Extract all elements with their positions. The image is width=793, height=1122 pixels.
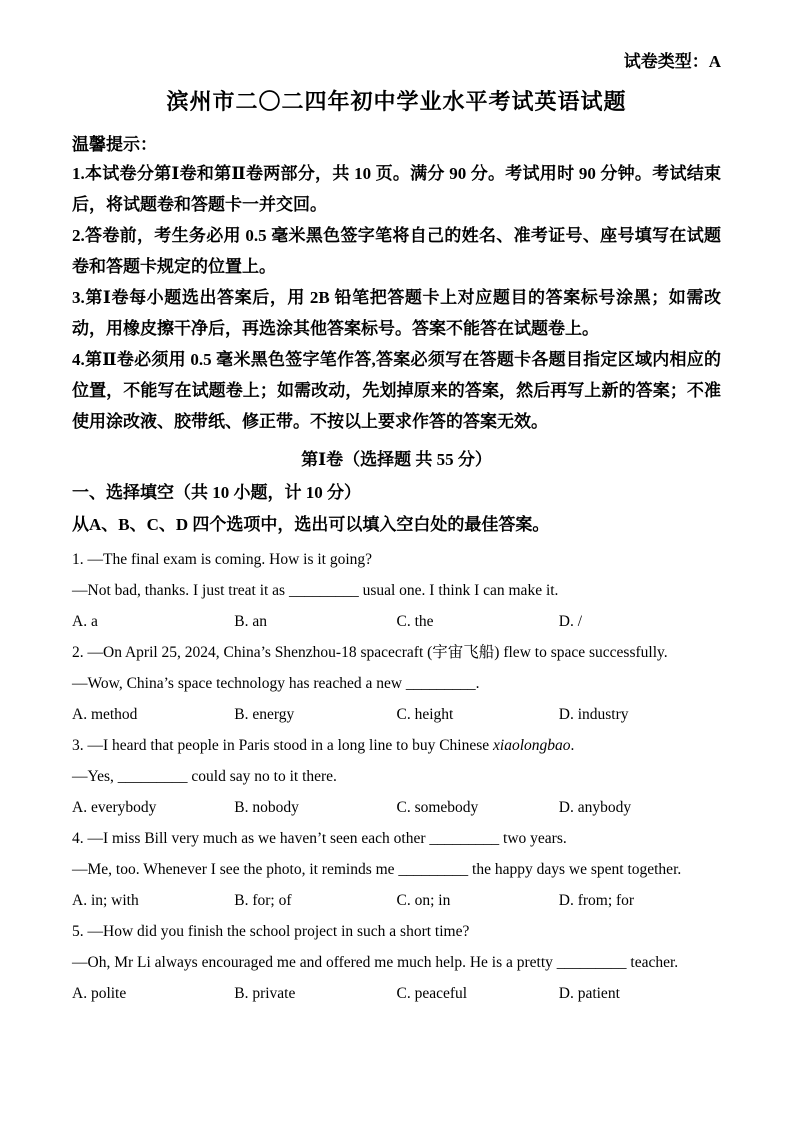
question-3-stem [72,730,721,761]
question-5-option-b: B. private [234,985,296,1002]
question-4-stem: 4. —I miss Bill very much as we haven’t seen each other _________ two years. [72,830,567,847]
question-1-option-b: B. an [234,613,267,630]
question-3-stem-text: 3. —I heard that people in Paris stood in a long line to buy Chinese [72,737,494,754]
question-3 [72,730,721,823]
question-4-option-d: D. from; for [558,892,635,909]
question-2-option-b: B. energy [234,706,295,723]
question-1-option-d: D. / [558,613,582,630]
question-1-option-a: A. a [72,613,98,630]
question-1-option-c: C. the [396,613,434,630]
question-5-option-c: C. peaceful [396,985,468,1002]
question-2-option-c: C. height [396,706,454,723]
notice-item-3: 3.第Ⅰ卷每小题选出答案后，用 2B 铅笔把答题卡上对应题目的答案标号涂黑；如需改动，用橡皮擦干净后，再选涂其他答案标号。答案不能答在试题卷上。 [72,288,721,338]
notice-heading: 温馨提示： [72,135,157,154]
question-4-option-c: C. on; in [396,892,451,909]
question-3-reply: —Yes, _________ could say no to it there. [72,768,337,785]
question-4-reply: —Me, too. Whenever I see the photo, it reminds me _________ the happy days we spent together. [72,861,682,878]
question-4 [72,823,721,916]
question-list [72,544,721,1009]
section1-title: 一、选择填空（共 10 小题，计 10 分） [72,483,361,502]
section1-instruction: 从A、B、C、D 四个选项中，选出可以填入空白处的最佳答案。 [72,515,550,534]
question-5-options [72,978,721,1009]
question-3-stem-italic-word: xiaolongbao [493,737,571,754]
question-1-reply: —Not bad, thanks. I just treat it as _________ usual one. I think I can make it. [72,582,559,599]
question-2-option-d: D. industry [558,706,629,723]
question-3-option-c: C. somebody [396,799,479,816]
question-3-option-b: B. nobody [234,799,299,816]
question-2-options [72,699,721,730]
question-5-reply: —Oh, Mr Li always encouraged me and offered me much help. He is a pretty _________ teacher. [72,954,679,971]
part1-heading: 第Ⅰ卷（选择题 共 55 分） [301,450,492,469]
page-title: 滨州市二〇二四年初中学业水平考试英语试题 [166,89,627,114]
question-1-stem: 1. —The final exam is coming. How is it going? [72,551,373,568]
question-4-options [72,885,721,916]
notice-item-1: 1.本试卷分第Ⅰ卷和第Ⅱ卷两部分，共 10 页。满分 90 分。考试用时 90 分钟。考试结束后，将试题卷和答题卡一并交回。 [72,164,721,214]
question-5-option-a: A. polite [72,985,127,1002]
question-5 [72,916,721,1009]
question-3-option-d: D. anybody [558,799,632,816]
question-2-reply: —Wow, China’s space technology has reached a new _________. [72,675,480,692]
question-3-stem-period: . [570,737,575,754]
question-2-stem: 2. —On April 25, 2024, China’s Shenzhou-18 spacecraft (宇宙飞船) flew to space successfully. [72,644,668,661]
notice-item-4: 4.第Ⅱ卷必须用 0.5 毫米黑色签字笔作答,答案必须写在答题卡各题目指定区域内相应的位置，不能写在试题卷上；如需改动，先划掉原来的答案，然后再写上新的答案；不准使用涂改液、胶带纸、修正带。不按以上要求作答的答案无效。 [72,350,721,431]
question-2-option-a: A. method [72,706,138,723]
question-3-options [72,792,721,823]
question-4-option-a: A. in; with [72,892,139,909]
question-5-option-d: D. patient [558,985,620,1002]
question-4-option-b: B. for; of [234,892,292,909]
question-1-options [72,606,721,637]
notice-item-2: 2.答卷前，考生务必用 0.5 毫米黑色签字笔将自己的姓名、准考证号、座号填写在试题卷和答题卡规定的位置上。 [72,226,721,276]
question-5-stem: 5. —How did you finish the school project in such a short time? [72,923,470,940]
question-3-option-a: A. everybody [72,799,157,816]
question-2 [72,637,721,730]
question-1 [72,544,721,637]
paper-type-label: 试卷类型：A [623,52,721,71]
